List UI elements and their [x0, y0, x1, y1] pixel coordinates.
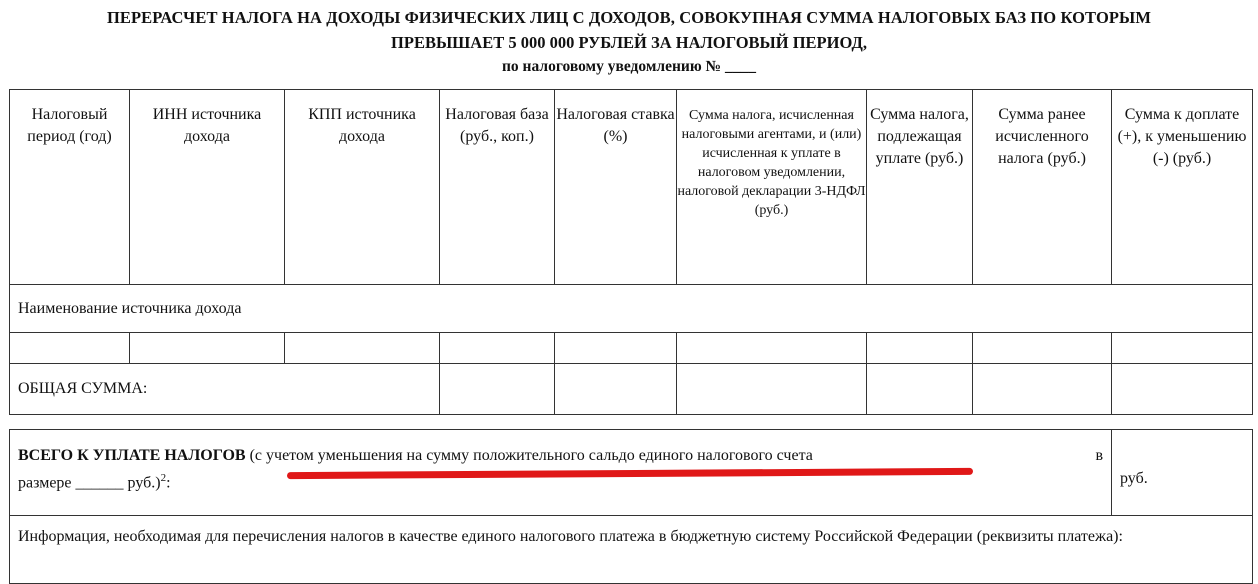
total-tax-previously-calculated[interactable] [973, 364, 1112, 415]
total-tax-calculated[interactable] [677, 364, 867, 415]
header-tax-payable: Сумма налога, подлежащая уплате (руб.) [867, 90, 973, 285]
total-payment-text-2: размере ______ руб.) [18, 474, 161, 492]
header-inn: ИНН источника дохода [130, 90, 285, 285]
header-tax-calculated: Сумма налога, исчисленная налоговыми агентами, и (или) исчисленная к уплате в налоговом уведомлении, налоговой декларации 3-НДФЛ (руб.) [677, 90, 867, 285]
cell-tax-previously-calculated[interactable] [973, 333, 1112, 364]
header-tax-base: Налоговая база (руб., коп.) [440, 90, 555, 285]
cell-tax-calculated[interactable] [677, 333, 867, 364]
cell-kpp[interactable] [285, 333, 440, 364]
cell-tax-difference[interactable] [1112, 333, 1253, 364]
header-tax-period: Налоговый период (год) [10, 90, 130, 285]
cell-inn[interactable] [130, 333, 285, 364]
total-row [10, 364, 1253, 415]
total-payment-bold-label: ВСЕГО К УПЛАТЕ НАЛОГОВ [18, 447, 246, 464]
total-payment-colon: : [166, 474, 171, 492]
header-tax-rate: Налоговая ставка (%) [555, 90, 677, 285]
total-tax-base[interactable] [440, 364, 555, 415]
tax-recalculation-table [9, 89, 1253, 415]
total-payment-table [9, 429, 1253, 584]
cell-tax-base[interactable] [440, 333, 555, 364]
total-payment-amount[interactable]: руб. [1112, 430, 1253, 516]
form-title-notice-number: по налоговому уведомлению № ____ [502, 58, 756, 75]
cell-tax-period[interactable] [10, 333, 130, 364]
total-tax-rate[interactable] [555, 364, 677, 415]
source-name-label: Наименование источника дохода [10, 285, 1253, 333]
payment-details-row [10, 516, 1253, 584]
footnote-marker: 2 [160, 472, 167, 484]
form-title-line-2: ПРЕВЫШАЕТ 5 000 000 РУБЛЕЙ ЗА НАЛОГОВЫЙ ПЕРИОД, [391, 33, 867, 52]
total-label: ОБЩАЯ СУММА: [10, 364, 440, 415]
cell-tax-rate[interactable] [555, 333, 677, 364]
total-payment-text-v: в [1095, 447, 1103, 464]
total-payment-text-1: (с учетом уменьшения на сумму положительного сальдо единого налогового счета [245, 447, 813, 464]
cell-tax-payable[interactable] [867, 333, 973, 364]
table-header-row [10, 90, 1253, 285]
form-title-line-1: ПЕРЕРАСЧЕТ НАЛОГА НА ДОХОДЫ ФИЗИЧЕСКИХ ЛИЦ С ДОХОДОВ, СОВОКУПНАЯ СУММА НАЛОГОВЫХ БАЗ ПО КОТОРЫМ [106, 8, 1152, 27]
table-row [10, 333, 1253, 364]
total-tax-difference[interactable] [1112, 364, 1253, 415]
header-tax-previously-calculated: Сумма ранее исчисленного налога (руб.) [973, 90, 1112, 285]
source-name-row [10, 285, 1253, 333]
header-tax-difference: Сумма к доплате (+), к уменьшению (-) (руб.) [1112, 90, 1253, 285]
total-payment-line-1 [18, 444, 1103, 467]
total-tax-payable[interactable] [867, 364, 973, 415]
header-kpp: КПП источника дохода [285, 90, 440, 285]
payment-details-info: Информация, необходимая для перечисления налогов в качестве единого налогового платежа в бюджетную систему Российской Федерации (реквизиты платежа): [10, 516, 1253, 584]
